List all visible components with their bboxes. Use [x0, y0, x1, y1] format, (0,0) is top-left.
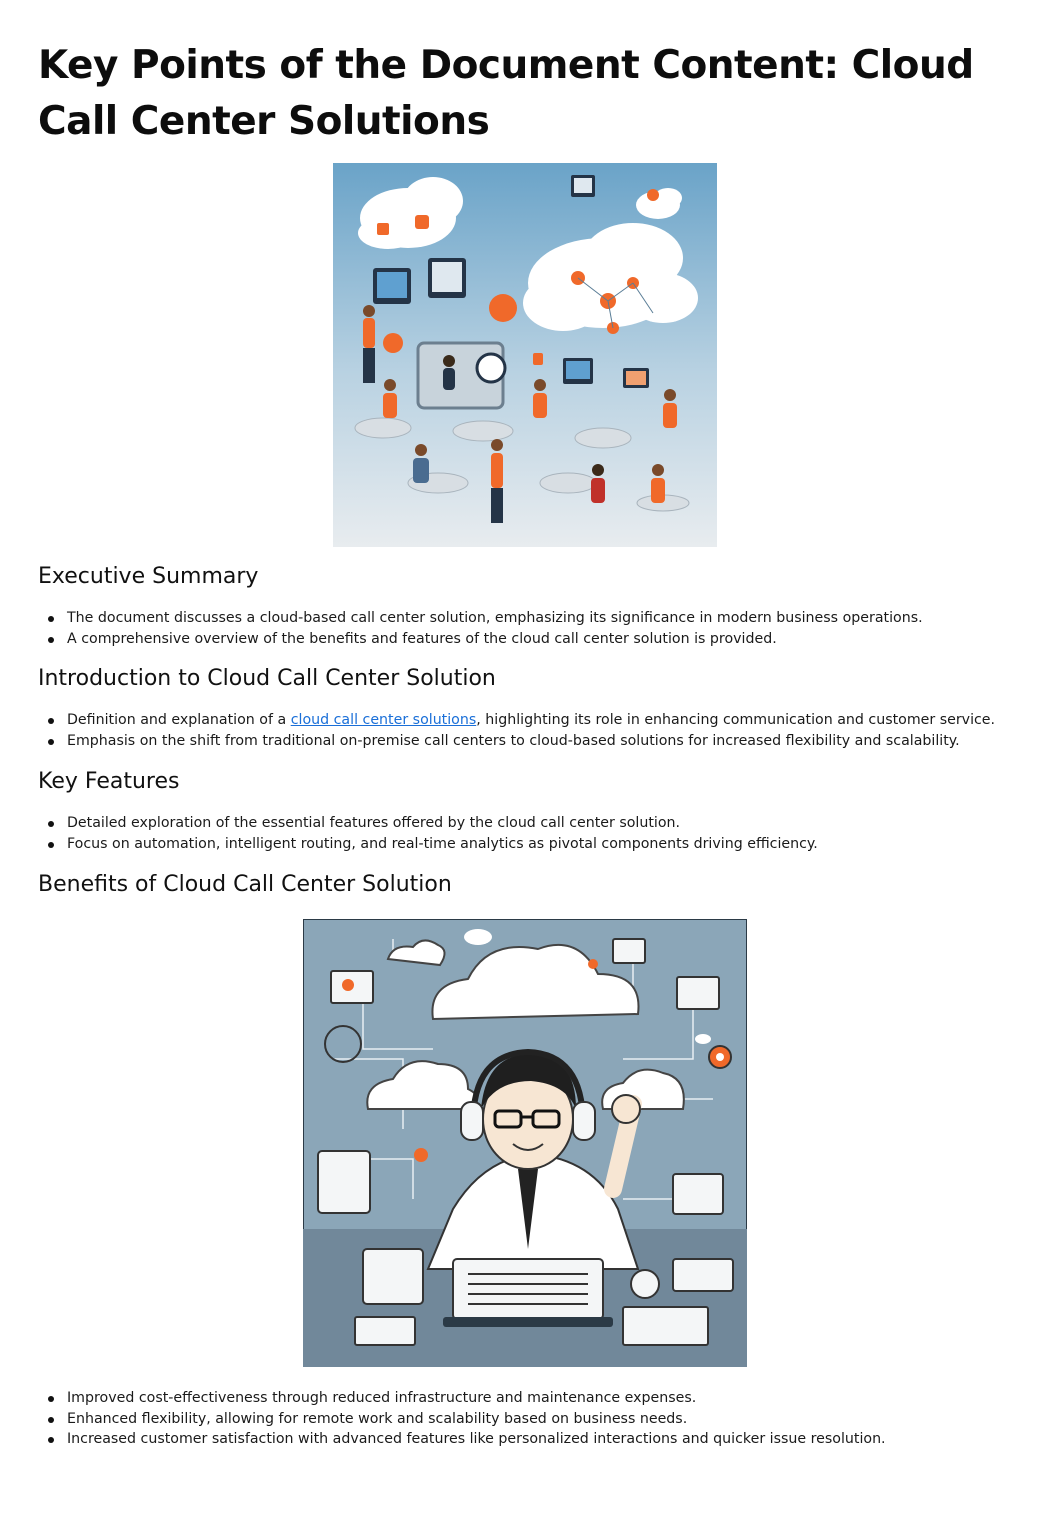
key-features-list: [38, 813, 818, 854]
section-heading-key-features: Key Features: [38, 769, 180, 794]
benefits-list: [38, 1388, 886, 1450]
executive-summary-list: [38, 608, 923, 649]
list-item: Enhanced flexibility, allowing for remote work and scalability based on business needs.: [38, 1409, 886, 1430]
list-item: [38, 710, 995, 731]
call-agent-illustration: [303, 919, 747, 1367]
list-item-text: Definition and explanation of a: [67, 712, 291, 728]
page-title: Key Points of the Document Content: Cloud Call Center Solutions: [38, 43, 974, 144]
section-heading-introduction: Introduction to Cloud Call Center Solution: [38, 666, 496, 691]
list-item: Improved cost-effectiveness through reduced infrastructure and maintenance expenses.: [38, 1388, 886, 1409]
cloud-team-illustration: [333, 163, 717, 547]
list-item: Focus on automation, intelligent routing, and real-time analytics as pivotal components driving efficiency.: [38, 834, 818, 855]
section-heading-executive-summary: Executive Summary: [38, 564, 259, 589]
list-item: Increased customer satisfaction with advanced features like personalized interactions and quicker issue resolution.: [38, 1429, 886, 1450]
list-item: A comprehensive overview of the benefits and features of the cloud call center solution is provided.: [38, 629, 923, 650]
list-item: The document discusses a cloud-based call center solution, emphasizing its significance in modern business operations.: [38, 608, 923, 629]
list-item: Detailed exploration of the essential features offered by the cloud call center solution.: [38, 813, 818, 834]
list-item: Emphasis on the shift from traditional on-premise call centers to cloud-based solutions for increased flexibility and scalability.: [38, 731, 995, 752]
introduction-list: [38, 710, 995, 751]
list-item-text: , highlighting its role in enhancing communication and customer service.: [476, 712, 996, 728]
cloud-call-center-link[interactable]: cloud call center solutions: [290, 712, 477, 728]
section-heading-benefits: Benefits of Cloud Call Center Solution: [38, 872, 452, 897]
